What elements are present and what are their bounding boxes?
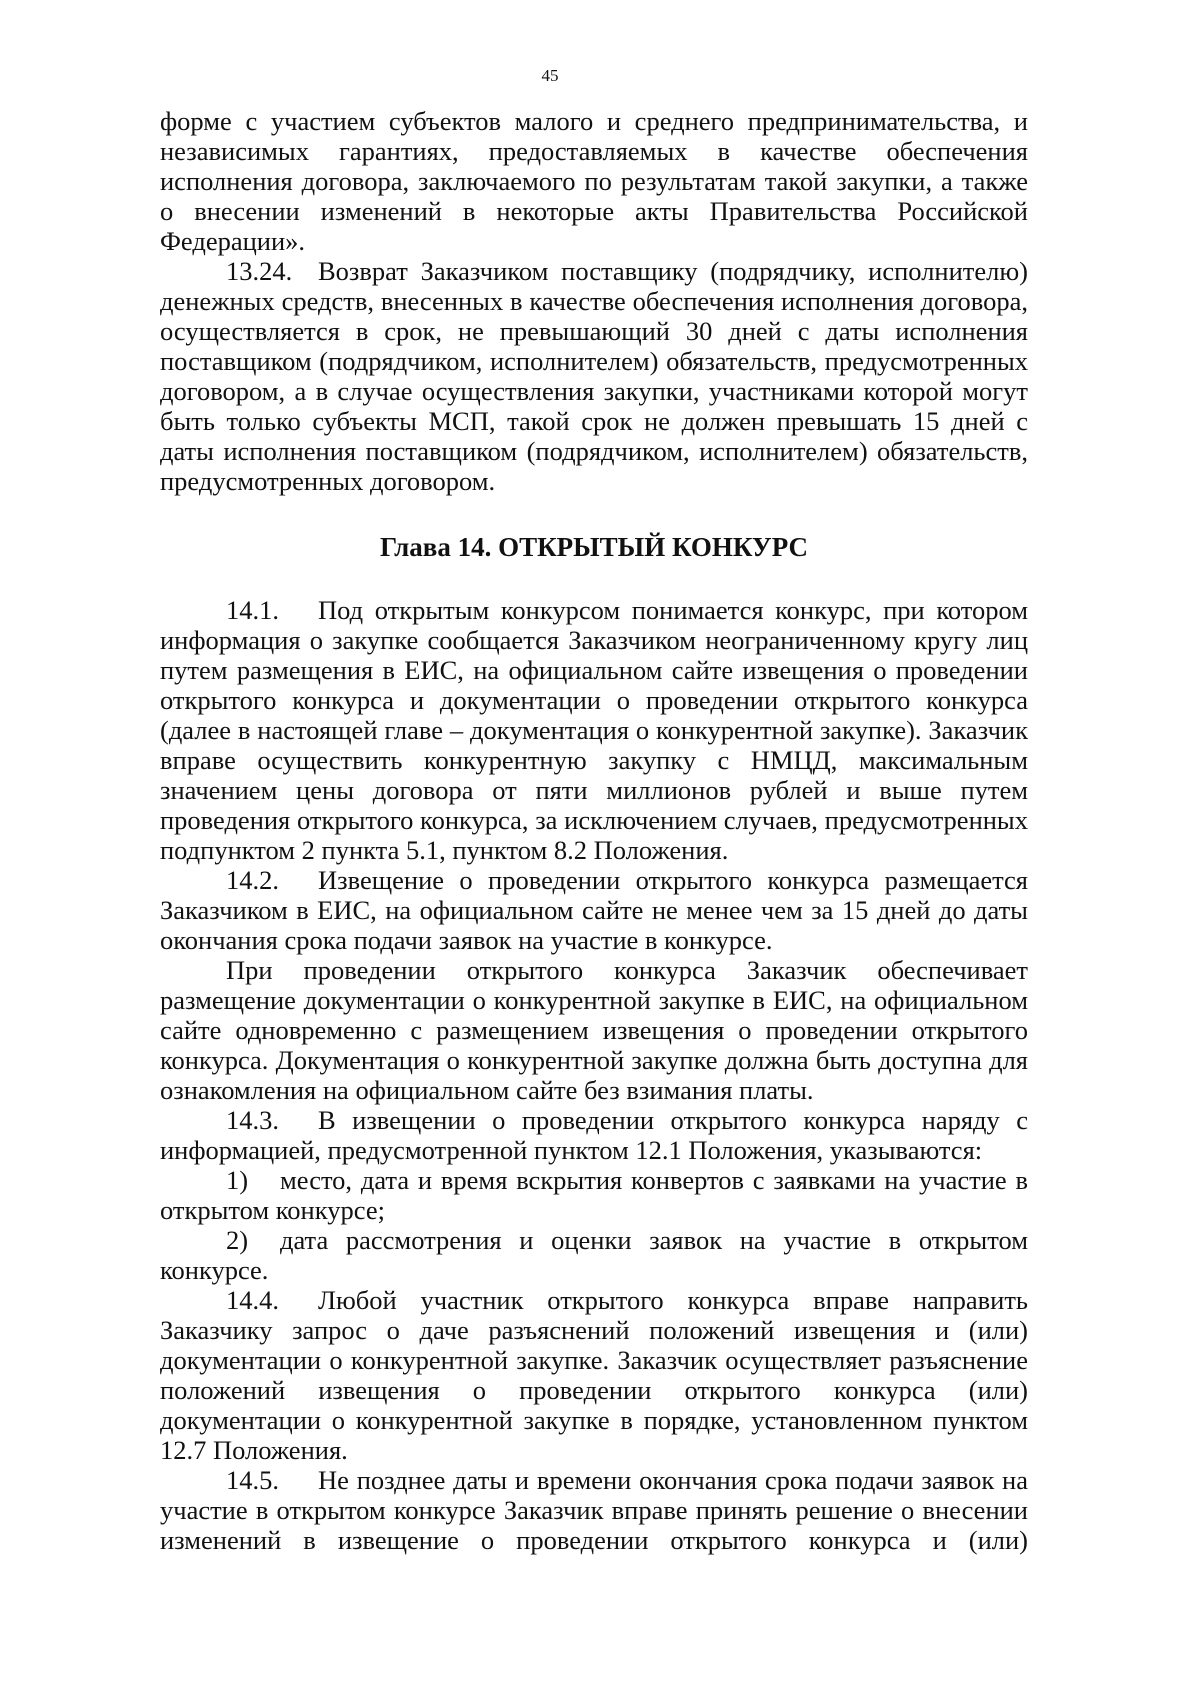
paragraph-number: 13.24. bbox=[226, 256, 293, 286]
paragraph-text: Извещение о проведении открытого конкурса размещается Заказчиком в ЕИС, на официальном сайте не менее чем за 15 дней до даты окончания срока подачи заявок на участие в конкурсе. bbox=[160, 865, 1028, 955]
paragraph-text: форме с участием субъектов малого и среднего предпринимательства, и независимых гарантиях, предоставляемых в качестве обеспечения исполнения договора, заключаемого по результатам такой закупки, а также о внесении изменений в некоторые акты Правительства Российской Федерации». bbox=[160, 106, 1028, 256]
paragraph-14-3 bbox=[160, 1105, 1028, 1165]
list-item-text: дата рассмотрения и оценки заявок на участие в открытом конкурсе. bbox=[160, 1225, 1028, 1285]
paragraph-14-2-continued bbox=[160, 955, 1028, 1105]
paragraph-number: 14.2. bbox=[226, 865, 279, 895]
paragraph-14-2 bbox=[160, 865, 1028, 955]
paragraph-text: Любой участник открытого конкурса вправе направить Заказчику запрос о даче разъяснений положений извещения и (или) документации о конкурентной закупке. Заказчик осуществляет разъяснение положений извещения о проведении открытого конкурса (или) документации о конкурентной закупке в порядке, установленном пунктом 12.7 Положения. bbox=[160, 1285, 1028, 1465]
paragraph-continuation bbox=[160, 106, 1028, 256]
paragraph-14-1 bbox=[160, 595, 1028, 865]
list-item-2 bbox=[160, 1225, 1028, 1285]
list-item-text: место, дата и время вскрытия конвертов с заявками на участие в открытом конкурсе; bbox=[160, 1165, 1028, 1225]
paragraph-number: 14.4. bbox=[226, 1285, 279, 1315]
list-item-1 bbox=[160, 1165, 1028, 1225]
paragraph-text: Не позднее даты и времени окончания срока подачи заявок на участие в открытом конкурсе Заказчик вправе принять решение о внесении изменений в извещение о проведении открытого конкурса и (или) bbox=[160, 1465, 1028, 1555]
page-number: 45 bbox=[541, 66, 559, 85]
paragraph-number: 14.5. bbox=[226, 1465, 279, 1495]
document-body bbox=[160, 106, 1028, 1555]
paragraph-13-24 bbox=[160, 256, 1028, 496]
list-item-number: 1) bbox=[226, 1165, 249, 1195]
paragraph-text: Под открытым конкурсом понимается конкурс, при котором информация о закупке сообщается Заказчиком неограниченному кругу лиц путем размещения в ЕИС, на официальном сайте извещения о проведении открытого конкурса и документации о проведении открытого конкурса (далее в настоящей главе – документация о конкурентной закупке). Заказчик вправе осуществить конкурентную закупку с НМЦД, максимальным значением цены договора от пяти миллионов рублей и выше путем проведения открытого конкурса, за исключением случаев, предусмотренных подпунктом 2 пункта 5.1, пунктом 8.2 Положения. bbox=[160, 595, 1028, 865]
paragraph-number: 14.3. bbox=[226, 1105, 279, 1135]
paragraph-text: В извещении о проведении открытого конкурса наряду с информацией, предусмотренной пунктом 12.1 Положения, указываются: bbox=[160, 1105, 1028, 1165]
paragraph-text: При проведении открытого конкурса Заказчик обеспечивает размещение документации о конкурентной закупке в ЕИС, на официальном сайте одновременно с размещением извещения о проведении открытого конкурса. Документация о конкурентной закупке должна быть доступна для ознакомления на официальном сайте без взимания платы. bbox=[160, 955, 1028, 1105]
paragraph-number: 14.1. bbox=[226, 595, 279, 625]
chapter-heading: Глава 14. ОТКРЫТЫЙ КОНКУРС bbox=[379, 532, 809, 562]
paragraph-14-5 bbox=[160, 1465, 1028, 1555]
list-item-number: 2) bbox=[226, 1225, 249, 1255]
paragraph-text: Возврат Заказчиком поставщику (подрядчику, исполнителю) денежных средств, внесенных в качестве обеспечения исполнения договора, осуществляется в срок, не превышающий 30 дней с даты исполнения поставщиком (подрядчиком, исполнителем) обязательств, предусмотренных договором, а в случае осуществления закупки, участниками которой могут быть только субъекты МСП, такой срок не должен превышать 15 дней с даты исполнения поставщиком (подрядчиком, исполнителем) обязательств, предусмотренных договором. bbox=[160, 256, 1028, 496]
paragraph-14-4 bbox=[160, 1285, 1028, 1465]
